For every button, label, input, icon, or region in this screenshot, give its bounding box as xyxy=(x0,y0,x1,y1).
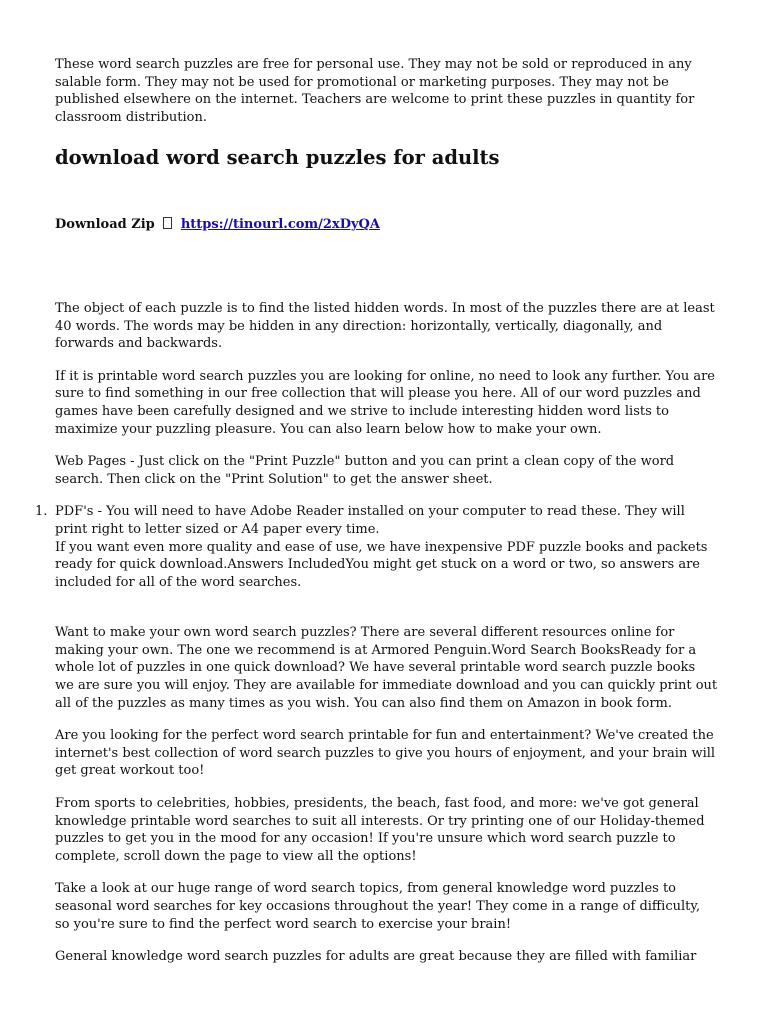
download-line xyxy=(55,216,718,234)
paragraph-perfect-printable: Are you looking for the perfect word search printable for fun and entertainment? We've created the internet's best collection of word search puzzles to give you hours of enjoyment, and your brain will get great workout too! xyxy=(55,728,716,779)
download-label: Download Zip xyxy=(55,217,155,233)
download-link[interactable]: https://tinourl.com/2xDyQA xyxy=(180,217,380,233)
numbered-list xyxy=(35,503,718,591)
page-title: download word search puzzles for adults xyxy=(55,146,500,170)
paragraph-general-knowledge: General knowledge word search puzzles for adults are great because they are filled with familiar xyxy=(55,949,697,965)
list-item-number: 1. xyxy=(35,504,48,520)
list-item-quality-text: If you want even more quality and ease of use, we have inexpensive PDF puzzle books and packets ready for quick download.Answers IncludedYou might get stuck on a word or two, so answers are included for all of the word searches. xyxy=(55,539,708,590)
paragraph-web-pages: Web Pages - Just click on the "Print Puzzle" button and you can print a clean copy of the word search. Then click on the "Print Solution" to get the answer sheet. xyxy=(55,454,675,487)
usage-notice: These word search puzzles are free for personal use. They may not be sold or reproduced in any salable form. They may not be used for promotional or marketing purposes. They may not be published elsewhere on the internet. Teachers are welcome to print these puzzles in quantity for classroom distribution. xyxy=(55,57,695,125)
paragraph-object: The object of each puzzle is to find the listed hidden words. In most of the puzzles there are at least 40 words. The words may be hidden in any direction: horizontally, vertically, diagonally, and forwards and backwards. xyxy=(55,300,715,352)
paragraph-make-your-own: Want to make your own word search puzzles? There are several different resources online for making your own. The one we recommend is at Armored Penguin.Word Search BooksReady for a whole lot of puzzles in one quick download? We have several printable word search puzzle books we are sure you will enjoy. They are available for immediate download and you can quickly print out all of the puzzles as many times as you wish. You can also find them on Amazon in book form. xyxy=(55,625,718,711)
paragraph-sports-celebrities: From sports to celebrities, hobbies, presidents, the beach, fast food, and more: we've got general knowledge printable word searches to suit all interests. Or try printing one of our Holiday-themed puzzles to get you in the mood for any occasion! If you're unsure which word search puzzle to complete, scroll down the page to view all the options! xyxy=(55,796,705,864)
list-item-pdf-text: PDF's - You will need to have Adobe Reader installed on your computer to read these. They will print right to letter sized or A4 paper every time. xyxy=(55,504,685,537)
paragraph-printable: If it is printable word search puzzles you are looking for online, no need to look any further. You are sure to find something in our free collection that will please you here. All of our word puzzles and games have been carefully designed and we strive to include interesting hidden word lists to maximize your puzzling pleasure. You can also learn below how to make your own. xyxy=(55,368,715,437)
paragraph-topics: Take a look at our huge range of word search topics, from general knowledge word puzzles to seasonal word searches for key occasions throughout the year! They come in a range of difficulty, so you're sure to find the perfect word search to exercise your brain! xyxy=(55,881,701,932)
list-item xyxy=(35,503,718,591)
missing-glyph-icon xyxy=(163,217,172,229)
